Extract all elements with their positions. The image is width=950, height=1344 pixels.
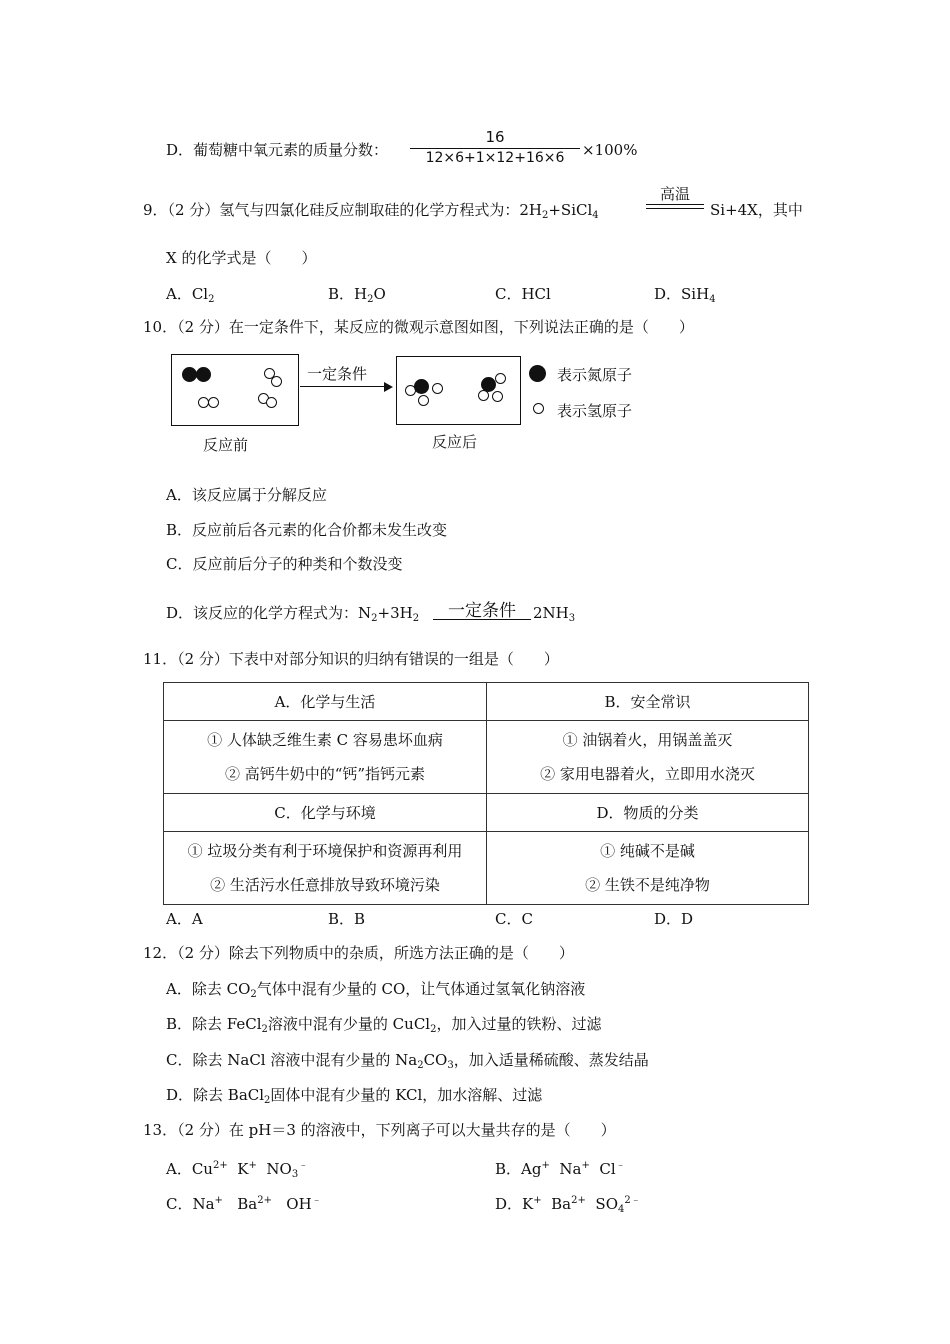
legend-hydrogen-label: 表示氢原子 bbox=[557, 402, 633, 420]
q11-option-b: B．B bbox=[328, 910, 366, 928]
hydrogen-atom bbox=[208, 397, 219, 408]
hydrogen-atom bbox=[418, 395, 429, 406]
q12-option-d: D．除去 BaCl$_2$固体中混有少量的 KCl，加水溶解、过滤 bbox=[166, 1086, 543, 1106]
before-box bbox=[171, 354, 299, 426]
table-cell-c-head: C．化学与环境 bbox=[164, 794, 487, 832]
q12-option-a: A．除去 $CO_2$气体中混有少量的 CO，让气体通过氢氧化钠溶液 bbox=[166, 980, 586, 1000]
q10-option-a: A．该反应属于分解反应 bbox=[166, 486, 327, 504]
nitrogen-atom bbox=[481, 377, 496, 392]
q9-option-d: D．SiH$_4$ bbox=[654, 285, 716, 305]
table-cell-d-body: ① 纯碱不是碱 ② 生铁不是纯净物 bbox=[487, 832, 809, 905]
q12-stem: 12．（2 分）除去下列物质中的杂质，所选方法正确的是（ ） bbox=[143, 944, 574, 962]
table-cell-b-body: ① 油锅着火，用锅盖盖灭 ② 家用电器着火，立即用水浇灭 bbox=[487, 721, 809, 794]
legend-hydrogen-atom bbox=[533, 403, 544, 414]
q13-option-b: B．Ag+ Na+ Cl﹣ bbox=[495, 1160, 626, 1178]
q11-option-a: A．A bbox=[166, 910, 203, 928]
fraction-numerator: 16 bbox=[485, 128, 505, 146]
q13-option-a: A．$Cu^{2+}$ K+ $NO_3^﹣$ bbox=[166, 1160, 309, 1180]
table-cell-a-head: A．化学与生活 bbox=[164, 683, 487, 721]
fraction-bar bbox=[410, 148, 580, 149]
nitrogen-atom bbox=[182, 367, 197, 382]
q8-suffix: ×100% bbox=[582, 141, 638, 159]
q12-option-b: B．除去 FeCl$_2$溶液中混有少量的 CuCl$_2$，加入过量的铁粉、过滤 bbox=[166, 1015, 602, 1035]
table-cell-b-head: B．安全常识 bbox=[487, 683, 809, 721]
table-cell-c-body: ① 垃圾分类有利于环境保护和资源再利用 ② 生活污水任意排放导致环境污染 bbox=[164, 832, 487, 905]
q10-stem: 10．（2 分）在一定条件下，某反应的微观示意图如图，下列说法正确的是（ ） bbox=[143, 318, 694, 336]
q10-d-equal-line bbox=[433, 619, 531, 620]
q9-option-c: C．HCl bbox=[495, 285, 551, 303]
hydrogen-atom bbox=[432, 383, 443, 394]
nitrogen-atom bbox=[196, 367, 211, 382]
q11-option-d: D．D bbox=[654, 910, 694, 928]
q10-d-condition: 一定条件 bbox=[448, 601, 516, 621]
legend-nitrogen-label: 表示氮原子 bbox=[557, 366, 633, 384]
q8-option-d: D．葡萄糖中氧元素的质量分数： bbox=[166, 141, 389, 159]
q12-option-c: C．除去 NaCl 溶液中混有少量的 $Na_2CO_3$，加入适量稀硫酸、蒸发结晶 bbox=[166, 1051, 649, 1071]
q9-equal-sign bbox=[646, 204, 704, 209]
q13-option-d: D．K+ $Ba^{2+}$ $SO_4^{2﹣}$ bbox=[495, 1195, 641, 1215]
arrow-head bbox=[384, 382, 393, 392]
q10-option-d-end: $2NH_3$ bbox=[533, 604, 576, 624]
q13-stem: 13．（2 分）在 pH＝3 的溶液中，下列离子可以大量共存的是（ ） bbox=[143, 1121, 616, 1139]
before-label: 反应前 bbox=[203, 436, 249, 454]
table-cell-d-head: D．物质的分类 bbox=[487, 794, 809, 832]
q9-condition: 高温 bbox=[659, 185, 690, 203]
q9-option-b: B．$H_2O$ bbox=[328, 285, 386, 305]
q13-option-c: C．Na+ $Ba^{2+}$ OH﹣ bbox=[166, 1195, 322, 1213]
q11-table bbox=[163, 682, 809, 905]
q11-option-c: C．C bbox=[495, 910, 533, 928]
hydrogen-atom bbox=[271, 376, 282, 387]
q10-option-b: B．反应前后各元素的化合价都未发生改变 bbox=[166, 521, 448, 539]
fraction-denominator: 12×6+1×12+16×6 bbox=[425, 150, 565, 166]
arrow-label: 一定条件 bbox=[307, 365, 368, 383]
q9-stem-end: Si+4X，其中 bbox=[710, 201, 803, 219]
q8-fraction bbox=[410, 128, 580, 170]
legend-nitrogen-atom bbox=[529, 365, 546, 382]
q9-stem: 9．（2 分）氢气与四氯化硅反应制取硅的化学方程式为：$2H_2+SiCl_4$ bbox=[143, 201, 599, 221]
nitrogen-atom bbox=[414, 379, 429, 394]
table-cell-a-body: ① 人体缺乏维生素 C 容易患坏血病 ② 高钙牛奶中的“钙”指钙元素 bbox=[164, 721, 487, 794]
q10-option-c: C．反应前后分子的种类和个数没变 bbox=[166, 555, 403, 573]
hydrogen-atom bbox=[495, 373, 506, 384]
hydrogen-atom bbox=[266, 397, 277, 408]
hydrogen-atom bbox=[492, 391, 503, 402]
q9-option-a: A．$Cl_2$ bbox=[166, 285, 215, 305]
q11-stem: 11．（2 分）下表中对部分知识的归纳有错误的一组是（ ） bbox=[143, 650, 559, 668]
q9-line2: X 的化学式是（ ） bbox=[166, 249, 317, 267]
arrow-line bbox=[300, 386, 386, 387]
q10-option-d: D．该反应的化学方程式为：$N_2+3H_2$ bbox=[166, 604, 420, 624]
after-label: 反应后 bbox=[432, 433, 478, 451]
